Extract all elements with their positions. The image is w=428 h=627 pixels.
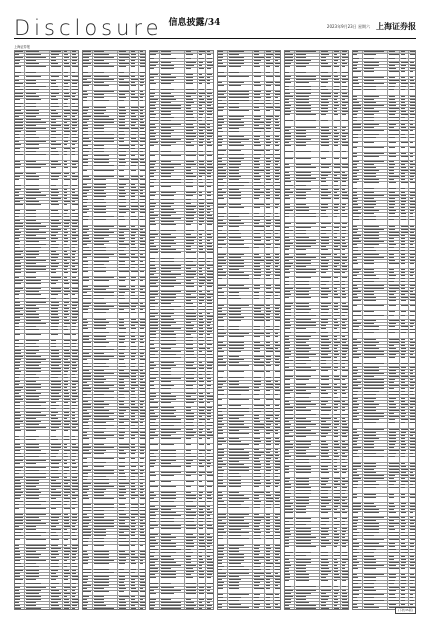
table-cell: [70, 608, 78, 611]
column-5: [284, 44, 349, 610]
column-heading: 上海证券报: [14, 45, 30, 49]
disclosure-table: [284, 50, 349, 610]
issue-date: 2023年9月23日 星期六: [326, 23, 370, 29]
section-title: 信息披露/34: [168, 18, 221, 28]
column-6: [352, 44, 417, 610]
table-cell: [24, 608, 50, 611]
disclosure-content: [14, 44, 416, 610]
table-cell: [284, 607, 294, 610]
column-1: [14, 44, 79, 610]
table-cell: [217, 606, 227, 610]
masthead-right: [327, 21, 416, 32]
table-cell: [49, 608, 62, 611]
column-4: [217, 44, 282, 610]
disclosure-table: [149, 50, 214, 610]
table-cell: [117, 607, 130, 610]
table-row: [82, 607, 147, 610]
masthead: [14, 12, 416, 39]
table-cell: [138, 607, 146, 610]
table-row: [217, 606, 282, 610]
disclosure-table: [82, 50, 147, 610]
paper-name: 上海证券报: [376, 21, 416, 31]
table-cell: [273, 606, 281, 610]
table-cell: [227, 606, 253, 610]
table-row: [284, 607, 349, 610]
table-cell: [92, 607, 118, 610]
table-cell: [184, 608, 197, 611]
disclosure-table: [217, 50, 282, 610]
table-row: [14, 608, 79, 611]
table-cell: [149, 608, 159, 611]
table-cell: [82, 607, 92, 610]
column-3: [149, 44, 214, 610]
table-cell: [205, 608, 213, 611]
disclosure-table: [352, 50, 417, 610]
masthead-left: [14, 12, 220, 38]
column-2: [82, 44, 147, 610]
table-cell: [14, 608, 24, 611]
table-cell: [340, 607, 348, 610]
table-cell: [252, 606, 265, 610]
table-cell: [159, 608, 185, 611]
table-row: [149, 608, 214, 611]
table-cell: [319, 607, 332, 610]
disclosure-table: [14, 50, 79, 610]
disclosure-logo: Disclosure: [14, 16, 163, 40]
table-cell: [294, 607, 320, 610]
